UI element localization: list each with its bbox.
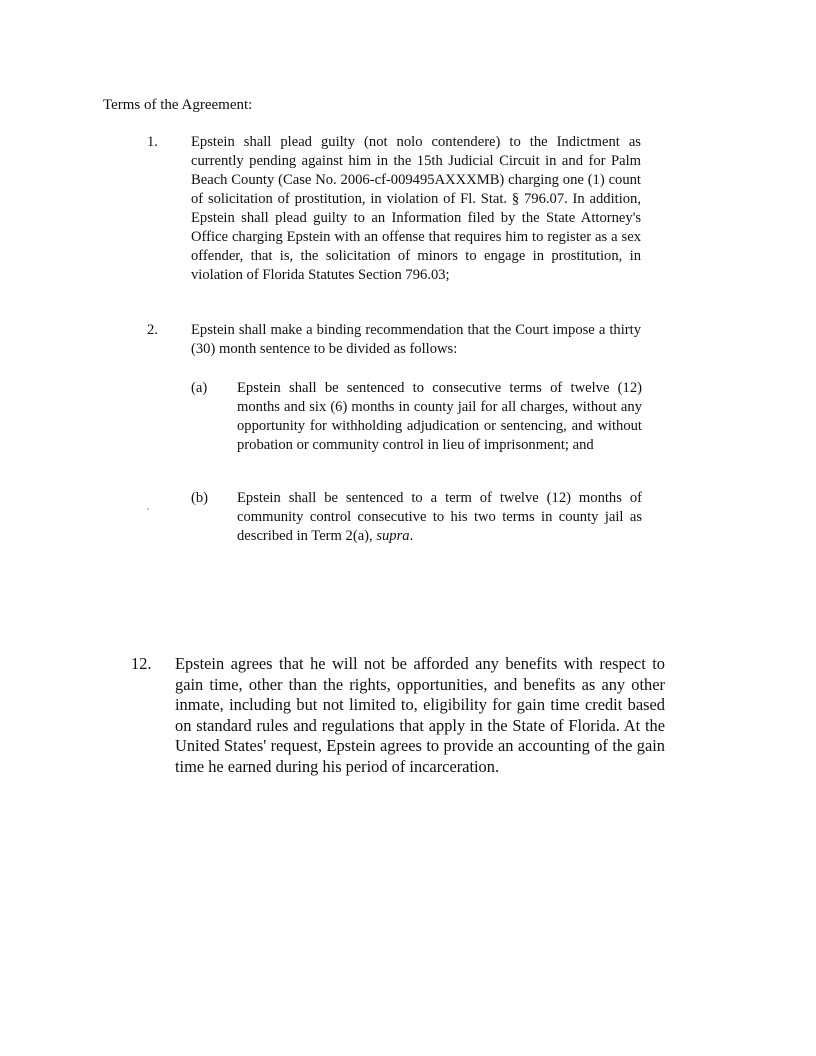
term-text	[175, 654, 665, 777]
term-paragraph: Epstein shall make a binding recommendation that the Court impose a thirty (30) month sentence to be divided as follows:	[191, 322, 641, 357]
subterm-letter: (a)	[191, 380, 208, 396]
term-number: 12.	[131, 654, 152, 673]
subterm-text-main: Epstein shall be sentenced to a term of twelve (12) months of community control consecutive to his two terms in county jail as described in Term 2(a),	[237, 490, 642, 544]
subterm-paragraph	[237, 489, 642, 546]
section-heading: Terms of the Agreement:	[103, 97, 253, 113]
subterm-paragraph: Epstein shall be sentenced to consecutive terms of twelve (12) months and six (6) months in county jail for all charges, without any opportunity for withholding adjudication or sentencing, and without probation or community control in lieu of imprisonment; and	[237, 380, 642, 453]
term-text	[191, 321, 641, 359]
subterm-letter: (b)	[191, 490, 209, 506]
term-paragraph: Epstein shall plead guilty (not nolo contendere) to the Indictment as currently pending against him in the 15th Judicial Circuit in and for Palm Beach County (Case No. 2006-cf-009495AXXXMB) charging one (1) count of solicitation of prostitution, in violation of Fl. Stat. § 796.07. In addition, Epstein shall plead guilty to an Information filed by the State Attorney's Office charging Epstein with an offense that requires him to register as a sex offender, that is, the solicitation of minors to engage in prostitution, in violation of Florida Statutes Section 796.03;	[191, 134, 641, 283]
subterm-text	[237, 379, 642, 455]
term-number: 2.	[147, 322, 158, 338]
subterm-text-end: .	[409, 528, 414, 544]
term-text	[191, 133, 641, 285]
subterm-text-italic: supra	[376, 528, 410, 544]
term-number: 1.	[147, 134, 158, 150]
term-paragraph: Epstein agrees that he will not be afforded any benefits with respect to gain time, other than the rights, opportunities, and benefits as any other inmate, including but not limited to, eligibility for gain time credit based on standard rules and regulations that apply in the State of Florida. At the United States' request, Epstein agrees to provide an accounting of the gain time he earned during his period of incarceration.	[175, 654, 665, 776]
subterm-text	[237, 489, 642, 546]
scan-speck	[147, 508, 149, 510]
